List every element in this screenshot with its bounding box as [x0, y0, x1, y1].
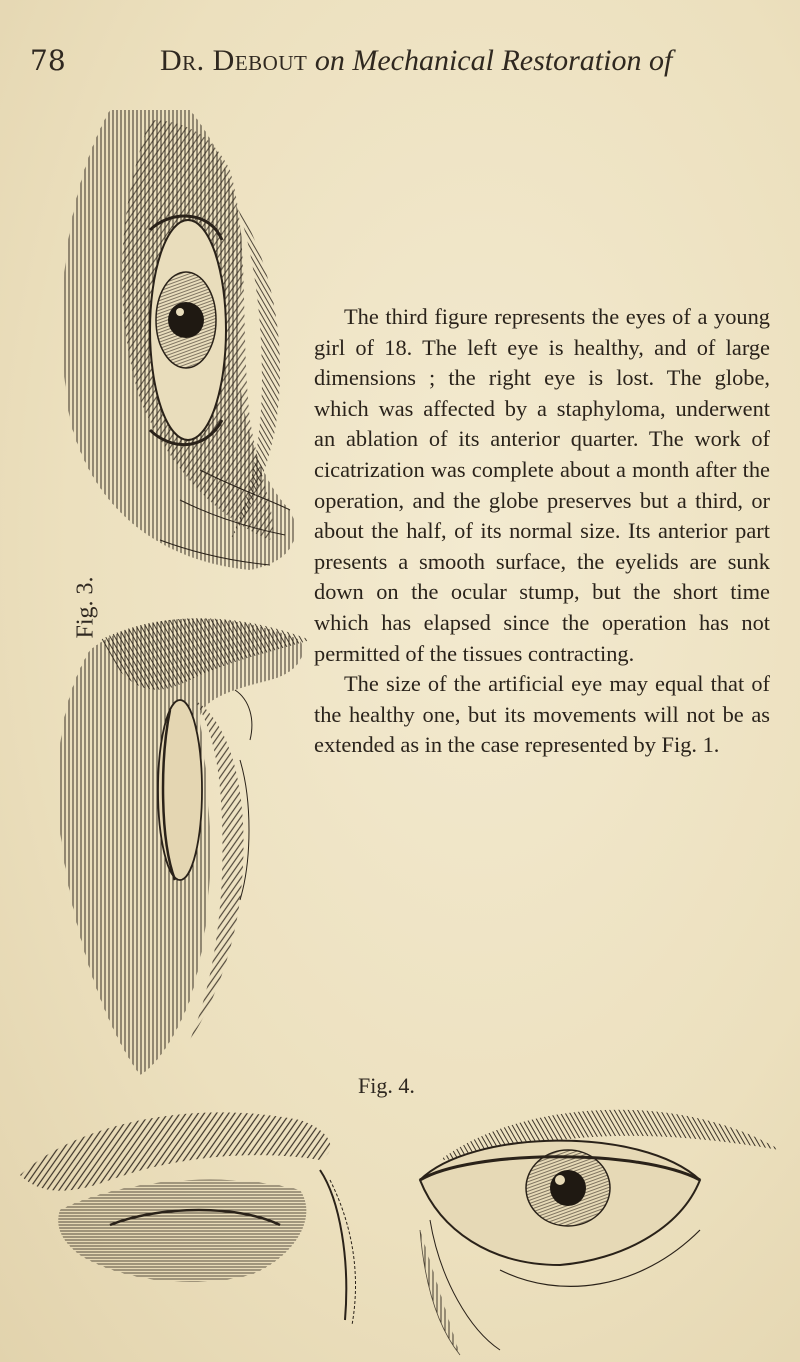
fig4-lost-eye — [20, 1112, 356, 1325]
fig3-lost-eye — [58, 618, 310, 1075]
fig4-label: Fig. 4. — [358, 1073, 415, 1098]
fig3-healthy-eye — [62, 110, 295, 570]
fig3-label: Fig. 3. — [72, 576, 99, 639]
running-head-author: Dr. Debout — [160, 44, 308, 77]
page-number: 78 — [30, 44, 66, 77]
running-head-title: on Mechanical Restoration of — [314, 44, 673, 77]
body-text — [314, 302, 770, 761]
paragraph-2: The size of the artificial eye may equal that of the healthy one, but its movements will not be as extended as in the case represented by Fig. 1. — [314, 671, 770, 758]
paragraph-1: The third figure represents the eyes of a young girl of 18. The left eye is healthy, and of large dimensions ; the right eye is lost. The globe, which was affected by a staphyloma, underwent an ablation of its anterior quarter. The work of cicatrization was complete about a month after the operation, and the globe preserves but a third, or about the half, of its normal size. Its anterior part presents a smooth surface, the eyelids are sunk down on the ocular stump, but the short time which has elapsed since the operation has not permitted of the tissues contracting. — [314, 304, 770, 666]
fig4-healthy-eye — [420, 1110, 780, 1355]
